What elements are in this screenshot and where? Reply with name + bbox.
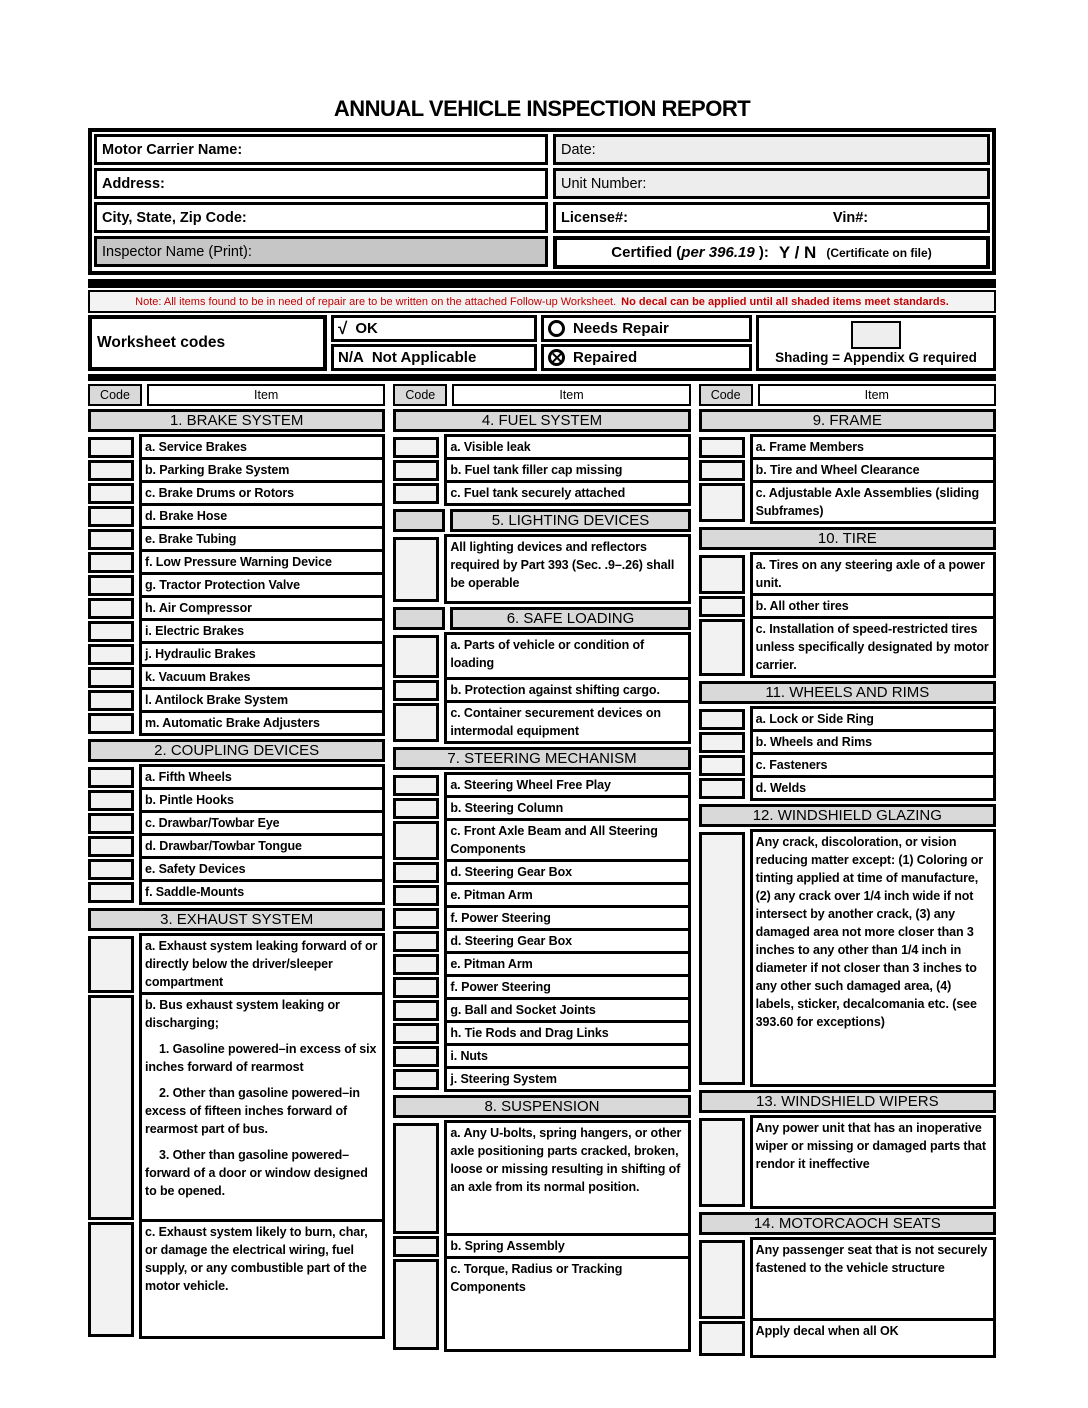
item-text: h. Air Compressor xyxy=(139,595,385,621)
section-title: 7. STEERING MECHANISM xyxy=(393,747,690,770)
header-row-3 xyxy=(94,202,990,233)
section-header-row xyxy=(393,1095,690,1118)
code-entry-box[interactable] xyxy=(88,882,134,903)
inspection-columns xyxy=(88,409,996,1361)
worksheet-codes-table xyxy=(88,315,996,371)
unit-number-field[interactable] xyxy=(553,168,990,199)
ok-label: OK xyxy=(355,320,378,337)
section-title: 2. COUPLING DEVICES xyxy=(88,739,385,762)
item-text: Any passenger seat that is not securely fastened to the vehicle structure xyxy=(750,1237,996,1321)
item-row xyxy=(699,1115,996,1209)
item-text: c. Fuel tank securely attached xyxy=(444,480,690,506)
item-text: a. Service Brakes xyxy=(139,434,385,460)
item-text: e. Pitman Arm xyxy=(444,882,690,908)
item-row xyxy=(88,879,385,905)
code-entry-box[interactable] xyxy=(88,690,134,711)
date-field[interactable] xyxy=(553,134,990,165)
section-header-row xyxy=(88,739,385,762)
inspector-name-field[interactable] xyxy=(94,236,548,267)
header-code-spacer xyxy=(393,509,445,532)
code-entry-box[interactable] xyxy=(393,1046,439,1067)
item-row xyxy=(699,829,996,1087)
code-ok xyxy=(331,315,537,342)
item-row xyxy=(393,480,690,506)
section-header-row xyxy=(699,681,996,704)
section-header-row xyxy=(88,409,385,432)
item-text: i. Electric Brakes xyxy=(139,618,385,644)
code-entry-box[interactable] xyxy=(88,529,134,550)
city-state-zip-field[interactable] xyxy=(94,202,548,233)
item-text: d. Brake Hose xyxy=(139,503,385,529)
code-entry-box[interactable] xyxy=(393,862,439,883)
code-cell xyxy=(393,700,444,744)
city-state-zip-label: City, State, Zip Code: xyxy=(102,209,247,226)
section-title: 3. EXHAUST SYSTEM xyxy=(88,908,385,931)
code-entry-box[interactable] xyxy=(88,552,134,573)
code-entry-box[interactable] xyxy=(393,635,439,678)
section xyxy=(393,509,690,604)
code-cell xyxy=(699,1115,750,1209)
section xyxy=(699,527,996,678)
code-repaired xyxy=(541,344,752,371)
circle-x-icon xyxy=(548,349,565,366)
section xyxy=(393,607,690,744)
code-entry-box[interactable] xyxy=(393,1023,439,1044)
item-row xyxy=(88,710,385,736)
item-text: c. Torque, Radius or Tracking Components xyxy=(444,1256,690,1352)
motor-carrier-name-label: Motor Carrier Name: xyxy=(102,141,243,158)
item-text: b. Pintle Hooks xyxy=(139,787,385,813)
license-vin-field[interactable] xyxy=(553,202,990,233)
section-title: 12. WINDSHIELD GLAZING xyxy=(699,804,996,827)
section-header-row xyxy=(393,409,690,432)
code-not-applicable xyxy=(331,344,537,371)
worksheet-codes-col-1 xyxy=(331,315,537,371)
section-title: 6. SAFE LOADING xyxy=(450,607,690,630)
item-text: Any power unit that has an inoperative wiper or missing or damaged parts that rendor it ineffective xyxy=(750,1115,996,1209)
item-row xyxy=(393,1120,690,1236)
code-entry-box[interactable] xyxy=(88,483,134,504)
code-cell xyxy=(88,992,139,1222)
item-text: m. Automatic Brake Adjusters xyxy=(139,710,385,736)
date-label: Date: xyxy=(561,141,596,158)
code-entry-box[interactable] xyxy=(88,667,134,688)
section xyxy=(88,409,385,736)
section-header-row xyxy=(393,747,690,770)
code-entry-box[interactable] xyxy=(393,537,439,602)
item-text: e. Safety Devices xyxy=(139,856,385,882)
item-text: d. Drawbar/Towbar Tongue xyxy=(139,833,385,859)
code-entry-box[interactable] xyxy=(88,936,134,993)
code-cell xyxy=(88,879,139,905)
item-text: c. Exhaust system likely to burn, char, or damage the electrical wiring, fuel supply, or any combustible part of the motor vehicle. xyxy=(139,1219,385,1339)
shading-legend xyxy=(756,315,996,371)
section-header-row xyxy=(699,804,996,827)
code-entry-box[interactable] xyxy=(393,821,439,860)
item-text: i. Nuts xyxy=(444,1043,690,1069)
code-entry-box[interactable] xyxy=(393,954,439,975)
code-cell xyxy=(88,933,139,995)
code-needs-repair xyxy=(541,315,752,342)
section-title: 11. WHEELS AND RIMS xyxy=(699,681,996,704)
motor-carrier-name-field[interactable] xyxy=(94,134,548,165)
code-cell xyxy=(393,632,444,680)
item-text: b. Spring Assembly xyxy=(444,1233,690,1259)
item-text: c. Brake Drums or Rotors xyxy=(139,480,385,506)
code-entry-box[interactable] xyxy=(699,709,745,730)
section-header-row xyxy=(393,607,690,630)
item-row xyxy=(393,700,690,744)
check-icon: √ xyxy=(338,318,348,338)
item-text: a. Parts of vehicle or condition of loading xyxy=(444,632,690,680)
section-title: 1. BRAKE SYSTEM xyxy=(88,409,385,432)
item-text: k. Vacuum Brakes xyxy=(139,664,385,690)
shading-label: Shading = Appendix G required xyxy=(775,350,977,365)
inspector-name-label: Inspector Name (Print): xyxy=(102,243,252,260)
item-row xyxy=(393,534,690,604)
code-entry-box[interactable] xyxy=(88,813,134,834)
repair-note xyxy=(88,290,996,313)
item-text: c. Installation of speed-restricted tires unless specifically designated by motor carrier. xyxy=(750,616,996,678)
item-text: b. Tire and Wheel Clearance xyxy=(750,457,996,483)
item-text: All lighting devices and reflectors required by Part 393 (Sec. .9–.26) shall be operable xyxy=(444,534,690,604)
item-text: f. Low Pressure Warning Device xyxy=(139,549,385,575)
column-header-1 xyxy=(88,384,385,406)
section-title: 5. LIGHTING DEVICES xyxy=(450,509,690,532)
form-column-3 xyxy=(699,409,996,1361)
code-entry-box[interactable] xyxy=(699,619,745,676)
code-entry-box[interactable] xyxy=(88,836,134,857)
code-entry-box[interactable] xyxy=(699,555,745,594)
item-text: l. Antilock Brake System xyxy=(139,687,385,713)
item-row xyxy=(699,480,996,524)
section-header-row xyxy=(699,409,996,432)
code-column-header: Code xyxy=(88,384,142,406)
item-text: f. Power Steering xyxy=(444,974,690,1000)
na-label: Not Applicable xyxy=(371,349,477,366)
code-entry-box[interactable] xyxy=(393,798,439,819)
item-text: f. Power Steering xyxy=(444,905,690,931)
item-text: b. Fuel tank filler cap missing xyxy=(444,457,690,483)
item-text: a. Lock or Side Ring xyxy=(750,706,996,732)
code-entry-box[interactable] xyxy=(699,832,745,1085)
item-text: j. Steering System xyxy=(444,1066,690,1092)
item-row xyxy=(699,1237,996,1321)
item-column-header: Item xyxy=(452,384,690,406)
code-entry-box[interactable] xyxy=(393,977,439,998)
code-entry-box[interactable] xyxy=(88,995,134,1220)
code-entry-box[interactable] xyxy=(699,755,745,776)
item-text: Apply decal when all OK xyxy=(750,1318,996,1358)
code-entry-box[interactable] xyxy=(699,1118,745,1207)
item-text: g. Tractor Protection Valve xyxy=(139,572,385,598)
item-text: a. Exhaust system leaking forward of or directly below the driver/sleeper compartment xyxy=(139,933,385,995)
code-entry-box[interactable] xyxy=(88,598,134,619)
code-entry-box[interactable] xyxy=(393,437,439,458)
column-headers xyxy=(88,384,996,406)
item-text: a. Visible leak xyxy=(444,434,690,460)
code-entry-box[interactable] xyxy=(393,1000,439,1021)
code-entry-box[interactable] xyxy=(88,790,134,811)
header-row-2 xyxy=(94,168,990,199)
item-row xyxy=(393,818,690,862)
code-entry-box[interactable] xyxy=(88,621,134,642)
repair-note-text: Note: All items found to be in need of repair are to be written on the attached Follow-up Worksheet. xyxy=(135,295,617,308)
code-entry-box[interactable] xyxy=(699,437,745,458)
section xyxy=(699,804,996,1087)
item-text: d. Steering Gear Box xyxy=(444,928,690,954)
code-cell xyxy=(393,480,444,506)
certified-yn-choice[interactable]: Y / N xyxy=(778,242,817,262)
separator-bar-top xyxy=(88,279,996,288)
item-text: e. Pitman Arm xyxy=(444,951,690,977)
item-text: d. Steering Gear Box xyxy=(444,859,690,885)
section-header-row xyxy=(699,527,996,550)
code-cell xyxy=(393,1066,444,1092)
certificate-on-file-note: (Certificate on file) xyxy=(826,245,932,260)
item-row xyxy=(393,1066,690,1092)
code-entry-box[interactable] xyxy=(88,506,134,527)
section-header-row xyxy=(699,1090,996,1113)
code-entry-box[interactable] xyxy=(699,1321,745,1356)
item-row xyxy=(699,775,996,801)
item-row xyxy=(699,552,996,596)
address-label: Address: xyxy=(102,175,165,192)
item-text: b. Protection against shifting cargo. xyxy=(444,677,690,703)
column-header-3 xyxy=(699,384,996,406)
code-entry-box[interactable] xyxy=(393,885,439,906)
na-symbol: N/A xyxy=(338,349,364,366)
worksheet-codes-col-2 xyxy=(541,315,752,371)
item-text: a. Steering Wheel Free Play xyxy=(444,772,690,798)
form-column-2 xyxy=(393,409,690,1355)
section xyxy=(699,681,996,801)
code-cell xyxy=(699,775,750,801)
code-entry-box[interactable] xyxy=(88,575,134,596)
item-row xyxy=(88,933,385,995)
shading-sample-box xyxy=(851,321,901,349)
code-entry-box[interactable] xyxy=(88,437,134,458)
code-entry-box[interactable] xyxy=(88,859,134,880)
section-header-row xyxy=(699,1212,996,1235)
code-entry-box[interactable] xyxy=(699,483,745,522)
code-cell xyxy=(393,534,444,604)
header-code-spacer xyxy=(393,607,445,630)
item-text: a. Any U-bolts, spring hangers, or other axle positioning parts cracked, broken, loose or missing resulting in shifting of an axle from its normal position. xyxy=(444,1120,690,1236)
item-text: a. Fifth Wheels xyxy=(139,764,385,790)
header-row-4 xyxy=(94,236,990,269)
code-cell xyxy=(699,829,750,1087)
code-entry-box[interactable] xyxy=(393,1259,439,1350)
code-cell xyxy=(699,552,750,596)
code-entry-box[interactable] xyxy=(699,1240,745,1319)
item-text: b. Bus exhaust system leaking or discharging; 1. Gasoline powered–in excess of six inches forward of rearmost 2. Other than gasoline powered–in excess of fifteen inches forward of rearmost part of bus. 3. Other than gasoline powered–forward of a door or window designed to be opened. xyxy=(139,992,385,1222)
item-row xyxy=(88,992,385,1222)
inspection-report-page xyxy=(88,96,996,1361)
item-row xyxy=(699,1318,996,1358)
code-entry-box[interactable] xyxy=(393,703,439,742)
section-header-row xyxy=(88,908,385,931)
code-cell xyxy=(699,1237,750,1321)
item-text: b. Steering Column xyxy=(444,795,690,821)
code-entry-box[interactable] xyxy=(699,732,745,753)
item-column-header: Item xyxy=(758,384,996,406)
vin-label: Vin#: xyxy=(832,209,869,226)
section xyxy=(88,739,385,905)
item-text: d. Welds xyxy=(750,775,996,801)
code-entry-box[interactable] xyxy=(393,483,439,504)
section-title: 14. MOTORCAOCH SEATS xyxy=(699,1212,996,1235)
code-cell xyxy=(393,818,444,862)
code-entry-box[interactable] xyxy=(393,1123,439,1234)
header-row-1 xyxy=(94,134,990,165)
repaired-label: Repaired xyxy=(573,349,638,366)
code-entry-box[interactable] xyxy=(88,767,134,788)
section xyxy=(393,747,690,1092)
section-title: 9. FRAME xyxy=(699,409,996,432)
item-text: c. Container securement devices on intermodal equipment xyxy=(444,700,690,744)
item-row xyxy=(699,616,996,678)
section-title: 4. FUEL SYSTEM xyxy=(393,409,690,432)
code-entry-box[interactable] xyxy=(393,1236,439,1257)
section-title: 8. SUSPENSION xyxy=(393,1095,690,1118)
section xyxy=(88,908,385,1339)
code-column-header: Code xyxy=(699,384,753,406)
code-cell xyxy=(393,1256,444,1352)
code-entry-box[interactable] xyxy=(393,908,439,929)
repair-note-bold-text: No decal can be applied until all shaded items meet standards. xyxy=(621,295,949,308)
code-entry-box[interactable] xyxy=(699,778,745,799)
code-entry-box[interactable] xyxy=(88,713,134,734)
section xyxy=(699,1090,996,1209)
code-cell xyxy=(699,616,750,678)
item-text: a. Tires on any steering axle of a power unit. xyxy=(750,552,996,596)
section-header-row xyxy=(393,509,690,532)
item-text: c. Adjustable Axle Assemblies (sliding Subframes) xyxy=(750,480,996,524)
page-title: ANNUAL VEHICLE INSPECTION REPORT xyxy=(333,96,751,121)
separator-bar-mid xyxy=(88,374,996,381)
section xyxy=(699,1212,996,1358)
code-entry-box[interactable] xyxy=(393,460,439,481)
code-entry-box[interactable] xyxy=(88,1222,134,1337)
item-text: c. Front Axle Beam and All Steering Components xyxy=(444,818,690,862)
code-entry-box[interactable] xyxy=(699,460,745,481)
code-entry-box[interactable] xyxy=(393,680,439,701)
item-text: e. Brake Tubing xyxy=(139,526,385,552)
code-entry-box[interactable] xyxy=(699,596,745,617)
code-cell xyxy=(393,1120,444,1236)
section-title: 13. WINDSHIELD WIPERS xyxy=(699,1090,996,1113)
section xyxy=(393,1095,690,1352)
code-entry-box[interactable] xyxy=(88,460,134,481)
carrier-info-table xyxy=(88,128,996,275)
item-row xyxy=(393,1256,690,1352)
code-cell xyxy=(88,710,139,736)
certified-field[interactable] xyxy=(553,236,990,269)
item-column-header: Item xyxy=(147,384,385,406)
form-column-1 xyxy=(88,409,385,1342)
item-text: b. Wheels and Rims xyxy=(750,729,996,755)
item-text: a. Frame Members xyxy=(750,434,996,460)
item-text: c. Drawbar/Towbar Eye xyxy=(139,810,385,836)
section xyxy=(393,409,690,506)
code-entry-box[interactable] xyxy=(393,931,439,952)
item-text: Any crack, discoloration, or vision reducing matter except: (1) Coloring or tinting applied at time of manufacture, (2) any crack over 1/4 inch wide if not intersect by another crack, (3) any damaged area not more closer than 3 inches to any other than 1/4 inch in diameter if not closer than 3 inches to any other such damaged area, (4) labels, sticker, decalcomania etc. (see 393.60 for exceptions) xyxy=(750,829,996,1087)
worksheet-codes-label: Worksheet codes xyxy=(88,315,327,371)
item-row xyxy=(393,632,690,680)
item-text: j. Hydraulic Brakes xyxy=(139,641,385,667)
item-text: f. Saddle-Mounts xyxy=(139,879,385,905)
item-text: b. Parking Brake System xyxy=(139,457,385,483)
item-text: h. Tie Rods and Drag Links xyxy=(444,1020,690,1046)
code-entry-box[interactable] xyxy=(393,775,439,796)
item-text: b. All other tires xyxy=(750,593,996,619)
circle-icon xyxy=(548,320,565,337)
code-cell xyxy=(699,1318,750,1358)
certified-label: Certified (per 396.19 ): xyxy=(611,244,769,261)
code-column-header: Code xyxy=(393,384,447,406)
section xyxy=(699,409,996,524)
unit-number-label: Unit Number: xyxy=(561,175,647,192)
code-entry-box[interactable] xyxy=(88,644,134,665)
item-row xyxy=(88,1219,385,1339)
address-field[interactable] xyxy=(94,168,548,199)
section-title: 10. TIRE xyxy=(699,527,996,550)
license-label: License#: xyxy=(561,209,628,226)
column-header-2 xyxy=(393,384,690,406)
code-cell xyxy=(88,1219,139,1339)
item-text: c. Fasteners xyxy=(750,752,996,778)
code-entry-box[interactable] xyxy=(393,1069,439,1090)
needs-repair-label: Needs Repair xyxy=(573,320,669,337)
code-cell xyxy=(699,480,750,524)
item-text: g. Ball and Socket Joints xyxy=(444,997,690,1023)
